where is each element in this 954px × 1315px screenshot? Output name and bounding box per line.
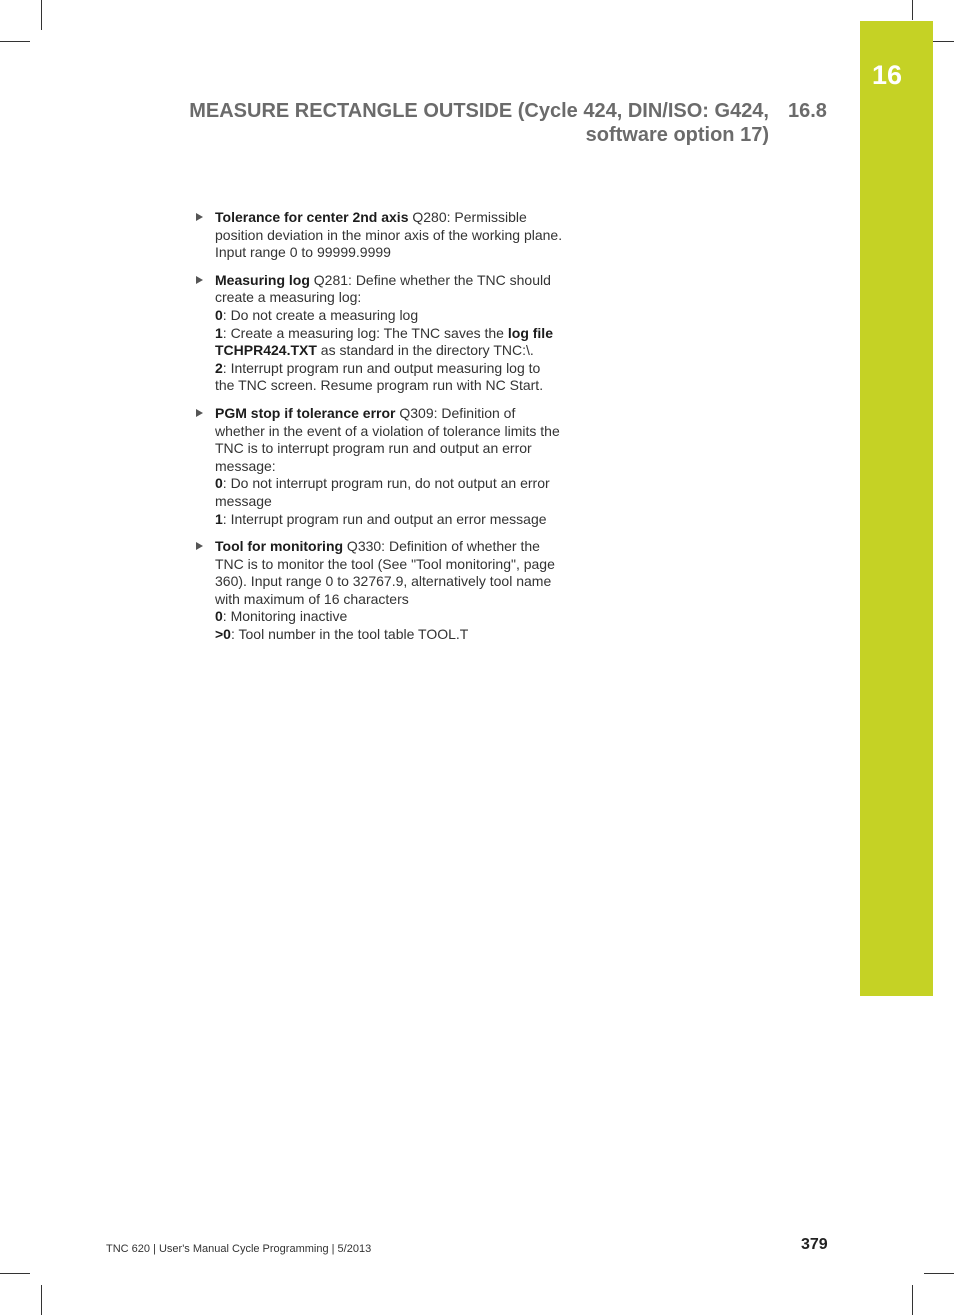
- footer-text: TNC 620 | User's Manual Cycle Programming | 5/2013: [106, 1243, 372, 1255]
- option-text: : Interrupt program run and output an error message: [222, 510, 547, 527]
- option-key: 0: [215, 608, 223, 625]
- param-description: Q309: Definition of whether in the event of a violation of tolerance limits the TNC is to interrupt program run and output an error message:: [215, 404, 560, 474]
- option-text: : Create a measuring log: The TNC saves the: [222, 324, 508, 341]
- crop-mark: [41, 1285, 42, 1315]
- param-q280: [193, 209, 563, 262]
- option-0: [215, 608, 563, 626]
- bullet-arrow-icon: [196, 542, 203, 550]
- bullet-arrow-icon: [196, 213, 203, 221]
- option-1: [215, 626, 563, 644]
- crop-mark: [0, 41, 30, 42]
- crop-mark: [912, 1285, 913, 1315]
- chapter-number: 16: [872, 60, 903, 90]
- param-q281: [193, 272, 563, 395]
- option-key: 0: [215, 475, 223, 492]
- param-q309: [193, 405, 563, 528]
- param-q330: [193, 538, 563, 644]
- option-key: 1: [215, 324, 223, 341]
- crop-mark: [924, 1273, 954, 1274]
- crop-mark: [912, 0, 913, 20]
- param-description: Q281: Define whether the TNC should create a measuring log:: [215, 271, 551, 306]
- option-text: : Interrupt program run and output measuring log to the TNC screen. Resume program run with NC Start.: [215, 359, 544, 394]
- option-text: : Do not create a measuring log: [222, 306, 419, 323]
- param-name: Measuring log: [215, 271, 310, 288]
- option-text: : Monitoring inactive: [222, 608, 348, 625]
- crop-mark: [0, 1273, 30, 1274]
- option-1: [215, 511, 563, 529]
- option-text: : Tool number in the tool table TOOL.T: [230, 626, 469, 643]
- parameter-list: [193, 209, 563, 654]
- section-number: 16.8: [788, 100, 827, 122]
- option-key: 1: [215, 510, 223, 527]
- page-title-line2: software option 17): [585, 124, 769, 146]
- param-name: Tool for monitoring: [215, 538, 344, 555]
- option-filename: log file TCHPR424.TXT: [215, 324, 553, 359]
- param-name: PGM stop if tolerance error: [215, 404, 396, 421]
- param-description: Q280: Permissible position deviation in the minor axis of the working plane. Input range 0 to 99999.9999: [215, 209, 563, 261]
- option-key: 0: [215, 306, 223, 323]
- bullet-arrow-icon: [196, 409, 203, 417]
- option-1: [215, 325, 563, 360]
- bullet-arrow-icon: [196, 276, 203, 284]
- option-text: as standard in the directory TNC:\.: [316, 342, 534, 359]
- crop-mark: [41, 0, 42, 30]
- chapter-tab: [860, 21, 933, 996]
- param-name: Tolerance for center 2nd axis: [215, 209, 409, 225]
- page-number: 379: [801, 1236, 828, 1253]
- option-key: >0: [215, 626, 231, 643]
- option-0: [215, 475, 563, 510]
- option-key: 2: [215, 359, 223, 376]
- option-text: : Do not interrupt program run, do not output an error message: [215, 475, 550, 509]
- page-title: [129, 99, 769, 147]
- page-title-line1: MEASURE RECTANGLE OUTSIDE (Cycle 424, DIN/ISO: G424,: [189, 100, 769, 122]
- param-description: Q330: Definition of whether the TNC is to monitor the tool (See "Tool monitoring", page 360). Input range 0 to 32767.9, alternatively tool name with maximum of 16 characters: [215, 538, 555, 607]
- option-2: [215, 360, 563, 395]
- option-0: [215, 307, 563, 325]
